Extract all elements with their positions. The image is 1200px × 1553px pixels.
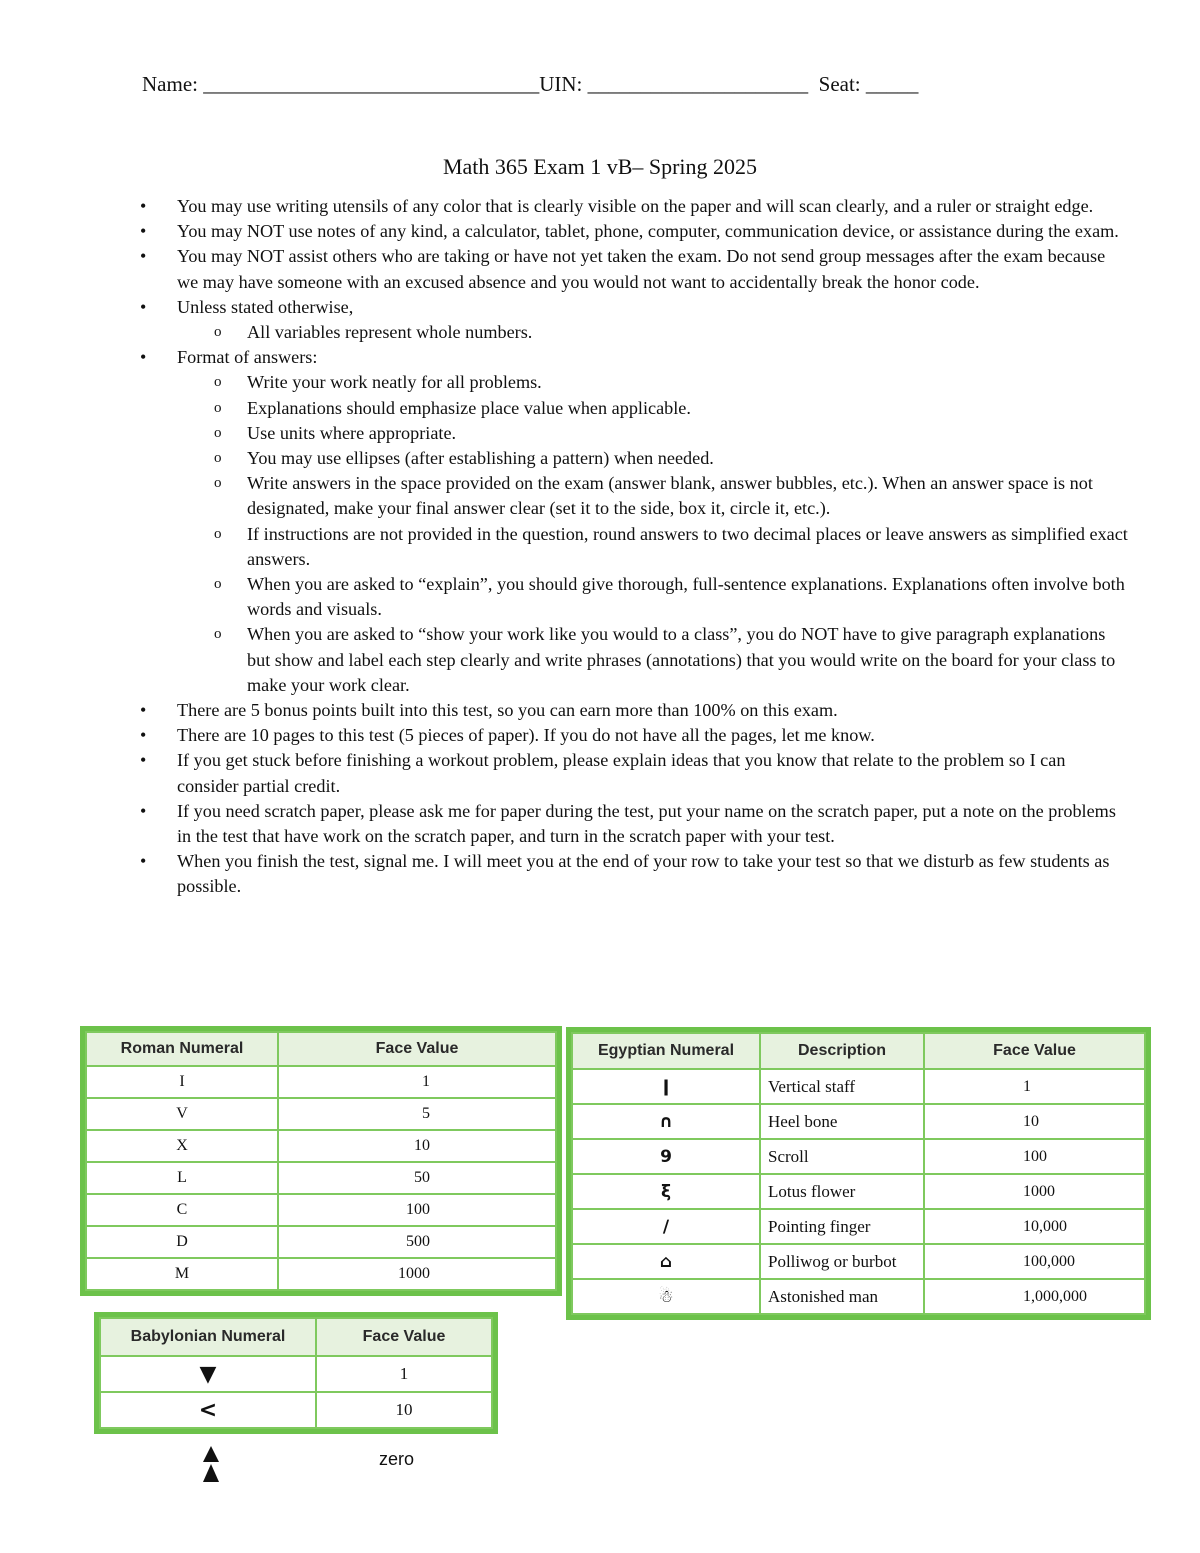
table-cell-sym: ∕ xyxy=(572,1209,760,1244)
table-cell-val: 100,000 xyxy=(924,1244,1145,1279)
table-row xyxy=(100,1356,492,1392)
table-row xyxy=(86,1258,556,1290)
instruction-text: You may use writing utensils of any color that is clearly visible on the paper and will scan clearly, and a ruler or straight edge. xyxy=(177,196,1094,216)
sub-instruction-item: o All variables represent whole numbers. xyxy=(140,320,1130,345)
uin-label: UIN: xyxy=(539,72,583,96)
table-row xyxy=(86,1066,556,1098)
table-cell-val: 1000 xyxy=(278,1258,556,1290)
instruction-item xyxy=(140,849,1130,899)
egyptian-numeral-table xyxy=(571,1032,1146,1315)
instruction-item xyxy=(140,244,1130,294)
uin-field[interactable]: _____________________ xyxy=(587,72,809,96)
instruction-text: If you need scratch paper, please ask me for paper during the test, put your name on the scratch paper, put a note on the problems in the test that have work on the scratch paper, and turn in the scratch paper with your test. xyxy=(177,800,1116,847)
name-label: Name: xyxy=(142,72,198,96)
table-cell-desc: Lotus flower xyxy=(760,1174,924,1209)
table-cell-val: 1 xyxy=(924,1069,1145,1104)
table-row xyxy=(572,1069,1145,1104)
table-cell-sym: ☃ xyxy=(572,1279,760,1314)
table-cell-sym: V xyxy=(86,1098,278,1130)
instruction-text: Unless stated otherwise, xyxy=(177,296,354,317)
instruction-item xyxy=(140,698,1130,723)
table-cell-sym: ⌂ xyxy=(572,1244,760,1279)
instruction-text: You may NOT assist others who are taking or have not yet taken the exam. Do not send group messages after the exam because we may have someone with an excused absence and you would not want to accidentally break the honor code. xyxy=(177,246,1106,292)
instructions-list xyxy=(140,194,1130,900)
exam-instructions xyxy=(140,194,1130,900)
sub-instruction-item: o When you are asked to “explain”, you should give thorough, full-sentence explanations. Explanations often involve both words and visuals. xyxy=(140,572,1130,622)
table-cell-desc: Astonished man xyxy=(760,1279,924,1314)
table-cell-val: 10 xyxy=(316,1392,492,1428)
sub-instruction-item: o If instructions are not provided in the question, round answers to two decimal places or leave answers as simplified exact answers. xyxy=(140,522,1130,572)
column-header: Description xyxy=(760,1033,924,1069)
table-row xyxy=(572,1104,1145,1139)
column-header: Egyptian Numeral xyxy=(572,1033,760,1069)
instruction-item xyxy=(140,219,1130,244)
name-field[interactable]: ________________________________ xyxy=(203,72,540,96)
instruction-text: There are 10 pages to this test (5 pieces of paper). If you do not have all the pages, let me know. xyxy=(177,725,875,746)
instruction-text: There are 5 bonus points built into this test, so you can earn more than 100% on this exam. xyxy=(177,700,838,721)
table-cell-sym: ▼ xyxy=(100,1356,316,1392)
instruction-item xyxy=(140,799,1130,849)
table-cell-val: 100 xyxy=(924,1139,1145,1174)
sub-instruction-item: o When you are asked to “show your work like you would to a class”, you do NOT have to give paragraph explanations but show and label each step clearly and write phrases (annotations) that you would write on the board for your class to make your work clear. xyxy=(140,622,1130,698)
zero-label: zero xyxy=(379,1449,415,1469)
table-cell-sym: ξ xyxy=(572,1174,760,1209)
column-header: Roman Numeral xyxy=(86,1032,278,1066)
table-row xyxy=(572,1279,1145,1314)
table-cell-sym: D xyxy=(86,1226,278,1258)
table-cell-sym: L xyxy=(86,1162,278,1194)
roman-numeral-table xyxy=(85,1031,557,1291)
sub-instruction-list xyxy=(177,370,1130,698)
sub-instruction-item: o Write your work neatly for all problems. xyxy=(140,370,1130,395)
instruction-item xyxy=(140,194,1130,219)
table-row xyxy=(86,1162,556,1194)
student-info-line xyxy=(142,72,918,97)
column-header: Face Value xyxy=(278,1032,556,1066)
table-row xyxy=(86,1194,556,1226)
instruction-text: When you finish the test, signal me. I will meet you at the end of your row to take your test so that we disturb as few students as possible. xyxy=(177,851,1110,897)
table-cell-val: 1000 xyxy=(924,1174,1145,1209)
table-cell-val: 500 xyxy=(278,1226,556,1258)
table-cell-val: 10,000 xyxy=(924,1209,1145,1244)
table-cell-sym: I xyxy=(86,1066,278,1098)
column-header: Face Value xyxy=(316,1318,492,1356)
table-row xyxy=(100,1392,492,1428)
table-row xyxy=(86,1130,556,1162)
table-cell-sym: < xyxy=(100,1392,316,1428)
table-row xyxy=(572,1209,1145,1244)
sub-instruction-item: o Use units where appropriate. xyxy=(140,421,1130,446)
table-cell-desc: Vertical staff xyxy=(760,1069,924,1104)
instruction-item xyxy=(140,345,1130,698)
table-cell-val: 100 xyxy=(278,1194,556,1226)
exam-title: Math 365 Exam 1 vB– Spring 2025 xyxy=(442,154,758,179)
table-cell-sym: C xyxy=(86,1194,278,1226)
table-cell-val: 1 xyxy=(316,1356,492,1392)
column-header: Face Value xyxy=(924,1033,1145,1069)
table-cell-sym: ∩ xyxy=(572,1104,760,1139)
table-cell-sym: X xyxy=(86,1130,278,1162)
seat-label: Seat: xyxy=(818,72,861,96)
table-cell-desc: Pointing finger xyxy=(760,1209,924,1244)
instruction-item xyxy=(140,748,1130,798)
table-cell-desc: Heel bone xyxy=(760,1104,924,1139)
table-row xyxy=(86,1098,556,1130)
table-cell-val: 50 xyxy=(278,1162,556,1194)
instruction-item xyxy=(140,723,1130,748)
instruction-item xyxy=(140,295,1130,345)
sub-instruction-item: o Write answers in the space provided on the exam (answer blank, answer bubbles, etc.). When an answer space is not designated, make your final answer clear (set it to the side, box it, circle it, etc.). xyxy=(140,471,1130,521)
sub-instruction-item: o You may use ellipses (after establishing a pattern) when needed. xyxy=(140,446,1130,471)
table-row xyxy=(86,1226,556,1258)
table-cell-desc: Scroll xyxy=(760,1139,924,1174)
sub-instruction-item: o Explanations should emphasize place value when applicable. xyxy=(140,396,1130,421)
table-cell-sym: M xyxy=(86,1258,278,1290)
table-row xyxy=(572,1174,1145,1209)
instruction-text: You may NOT use notes of any kind, a calculator, tablet, phone, computer, communication device, or assistance during the exam. xyxy=(177,221,1119,242)
babylonian-zero-icon xyxy=(199,1444,223,1484)
table-cell-val: 1 xyxy=(278,1066,556,1098)
table-cell-val: 1,000,000 xyxy=(924,1279,1145,1314)
table-row xyxy=(572,1139,1145,1174)
table-cell-desc: Polliwog or burbot xyxy=(760,1244,924,1279)
babylonian-numeral-table xyxy=(99,1317,493,1429)
instruction-text: Format of answers: xyxy=(177,347,318,368)
table-row xyxy=(572,1244,1145,1279)
column-header: Babylonian Numeral xyxy=(100,1318,316,1356)
table-cell-sym: 9 xyxy=(572,1139,760,1174)
table-cell-sym: ǀ xyxy=(572,1069,760,1104)
table-cell-val: 10 xyxy=(278,1130,556,1162)
instruction-text: If you get stuck before finishing a workout problem, please explain ideas that you know that relate to the problem so I can consider partial credit. xyxy=(177,750,1066,796)
seat-field[interactable]: _____ xyxy=(865,72,919,96)
table-cell-val: 10 xyxy=(924,1104,1145,1139)
table-cell-val: 5 xyxy=(278,1098,556,1130)
sub-instruction-list xyxy=(177,320,1130,345)
